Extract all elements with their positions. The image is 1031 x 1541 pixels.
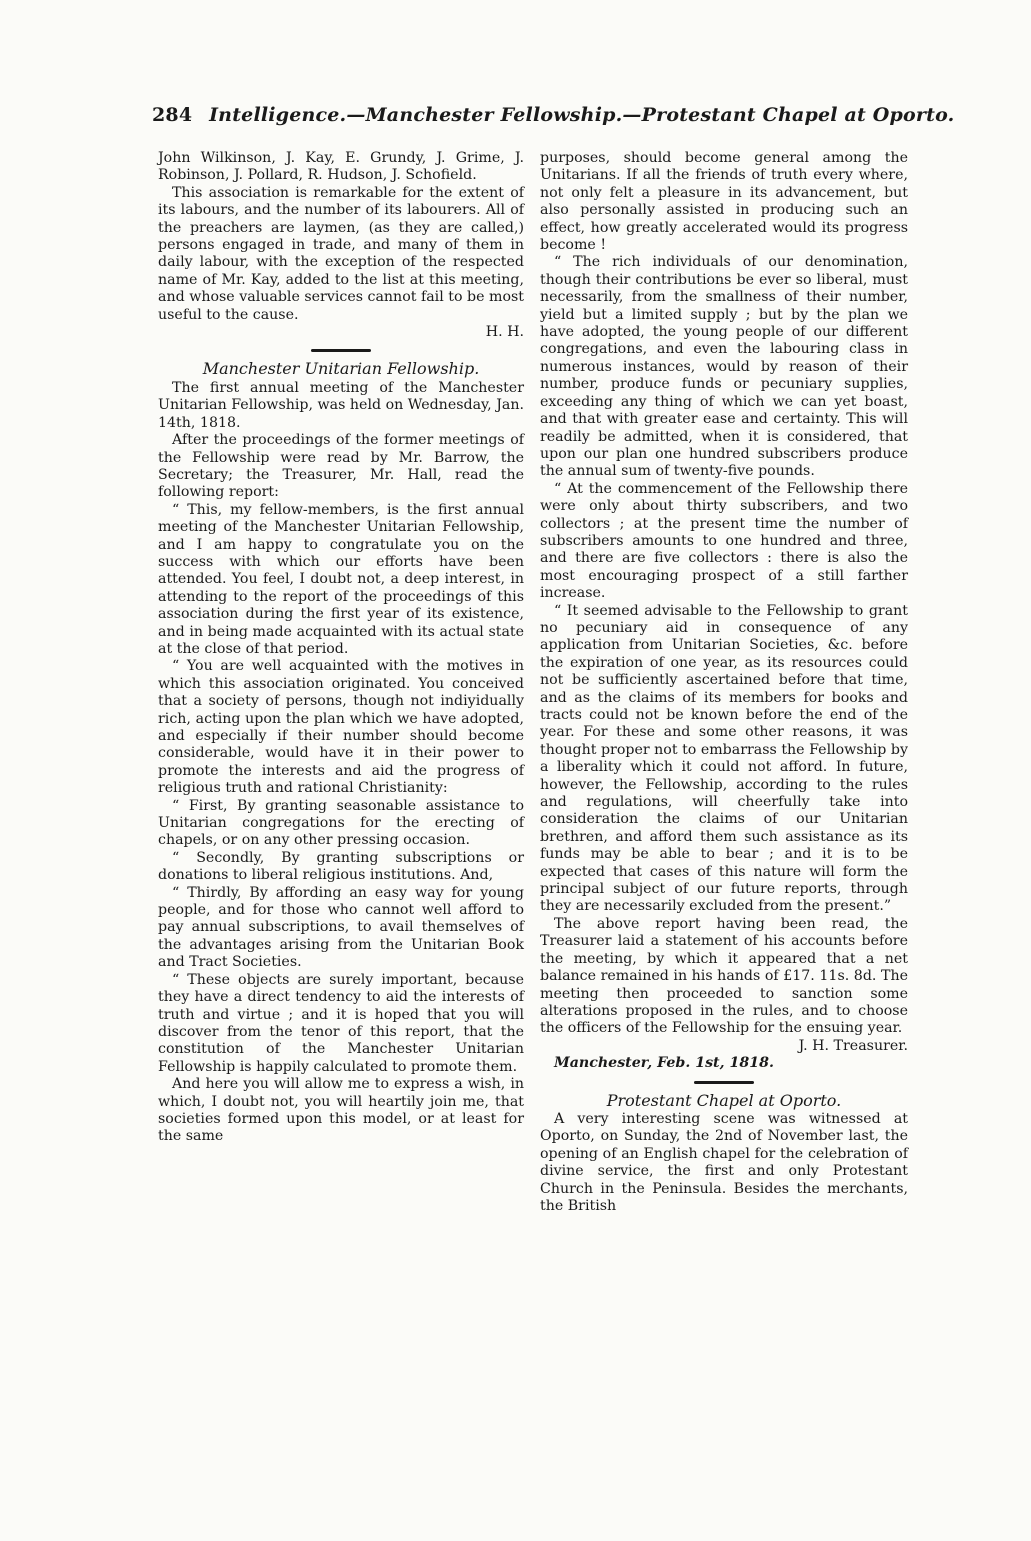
running-title: Intelligence.—Manchester Fellowship.—Protestant Chapel at Oporto. bbox=[209, 104, 955, 126]
paragraph: And here you will allow me to express a wish, in which, I doubt not, you will heartily join me, that societies formed upon this model, or at least for the same bbox=[158, 1076, 524, 1145]
paragraph: John Wilkinson, J. Kay, E. Grundy, J. Grime, J. Robinson, J. Pollard, R. Hudson, J. Schofield. bbox=[158, 150, 524, 184]
paragraph: “ This, my fellow-members, is the first annual meeting of the Manchester Unitarian Fellowship, and I am happy to congratulate you on the success with which our efforts have been attended. You feel, I doubt not, a deep interest, in attending to the report of the proceedings of this association during the first year of its existence, and in being made acquainted with its actual state at the close of that period. bbox=[158, 501, 524, 657]
paragraph: “ It seemed advisable to the Fellowship to grant no pecuniary aid in consequence of any application from Unitarian Societies, &c. before the expiration of one year, as its resources could not be sufficiently ascertained before that time, and as the claims of its members for books and tracts could not be known before the end of the year. For these and some other reasons, it was thought proper not to embarrass the Fellowship by a liberality which it could not afford. In future, however, the Fellowship, according to the rules and regulations, will cheerfully take into consideration the claims of our Unitarian brethren, and afford them such assistance as its funds may be able to bear ; and it is to be expected that cases of this nature will form the principal subject of our future reports, through they are necessarily excluded from the present.” bbox=[540, 602, 908, 915]
dateline: Manchester, Feb. 1st, 1818. bbox=[554, 1055, 774, 1072]
section-divider bbox=[311, 349, 371, 352]
paragraph: The first annual meeting of the Manchester Unitarian Fellowship, was held on Wednesday, Jan. 14th, 1818. bbox=[158, 379, 524, 431]
paragraph: purposes, should become general among the Unitarians. If all the friends of truth every where, not only felt a pleasure in its advancement, but also personally assisted in producing such an effect, how greatly accelerated would its progress become ! bbox=[540, 150, 908, 254]
signature: H. H. bbox=[485, 324, 524, 341]
paragraph: “ Thirdly, By affording an easy way for young people, and for those who cannot well afford to pay annual subscriptions, to avail themselves of the advantages arising from the Unitarian Book and Tract Societies. bbox=[158, 884, 524, 971]
left-column bbox=[158, 150, 524, 1146]
section-heading: Manchester Unitarian Fellowship. bbox=[202, 359, 480, 379]
paragraph: This association is remarkable for the extent of its labours, and the number of its labourers. All of the preachers are laymen, (as they are called,) persons engaged in trade, and many of them in daily labour, with the exception of the respected name of Mr. Kay, added to the list at this meeting, and whose valuable services cannot fail to be most useful to the cause. bbox=[158, 184, 524, 323]
right-column bbox=[540, 150, 908, 1215]
section-divider bbox=[694, 1081, 754, 1084]
paragraph: “ First, By granting seasonable assistance to Unitarian congregations for the erecting of chapels, or on any other pressing occasion. bbox=[158, 797, 524, 849]
paragraph: The above report having been read, the Treasurer laid a statement of his accounts before the meeting, by which it appeared that a net balance remained in his hands of £17. 11s. 8d. The meeting then proceeded to sanction some alterations proposed in the rules, and to choose the officers of the Fellowship for the ensuing year. bbox=[540, 915, 908, 1037]
signature: J. H. Treasurer. bbox=[798, 1037, 908, 1054]
page-number: 284 bbox=[152, 104, 193, 126]
paragraph: “ These objects are surely important, because they have a direct tendency to aid the interests of truth and virtue ; and it is hoped that you will discover from the tenor of this report, that the constitution of the Manchester Unitarian Fellowship is happily calculated to promote them. bbox=[158, 971, 524, 1075]
running-header bbox=[152, 104, 955, 126]
paragraph: After the proceedings of the former meetings of the Fellowship were read by Mr. Barrow, the Secretary; the Treasurer, Mr. Hall, read the following report: bbox=[158, 432, 524, 501]
paragraph: “ At the commencement of the Fellowship there were only about thirty subscribers, and two collectors ; at the present time the number of subscribers amounts to one hundred and three, and there are five collectors : there is also the most encouraging prospect of a still farther increase. bbox=[540, 480, 908, 602]
paragraph: “ You are well acquainted with the motives in which this association originated. You conceived that a society of persons, though not indiyidually rich, acting upon the plan which we have adopted, and especially if their number should become considerable, would have it in their power to promote the interests and aid the progress of religious truth and rational Christianity: bbox=[158, 658, 524, 797]
paragraph: “ Secondly, By granting subscriptions or donations to liberal religious institutions. And, bbox=[158, 849, 524, 884]
paragraph: A very interesting scene was witnessed at Oporto, on Sunday, the 2nd of November last, the opening of an English chapel for the celebration of divine service, the first and only Protestant Church in the Peninsula. Besides the merchants, the British bbox=[540, 1110, 908, 1214]
section-heading: Protestant Chapel at Oporto. bbox=[606, 1090, 842, 1110]
paragraph: “ The rich individuals of our denomination, though their contributions be ever so liberal, must necessarily, from the smallness of their number, yield but a limited supply ; but by the plan we have adopted, the young people of our different congregations, and even the labouring class in numerous instances, would by reason of their number, produce funds or pecuniary supplies, exceeding any thing of which we can yet boast, and that with greater ease and certainty. This will readily be admitted, when it is considered, that upon our plan one hundred subscribers produce the annual sum of twenty-five pounds. bbox=[540, 254, 908, 480]
